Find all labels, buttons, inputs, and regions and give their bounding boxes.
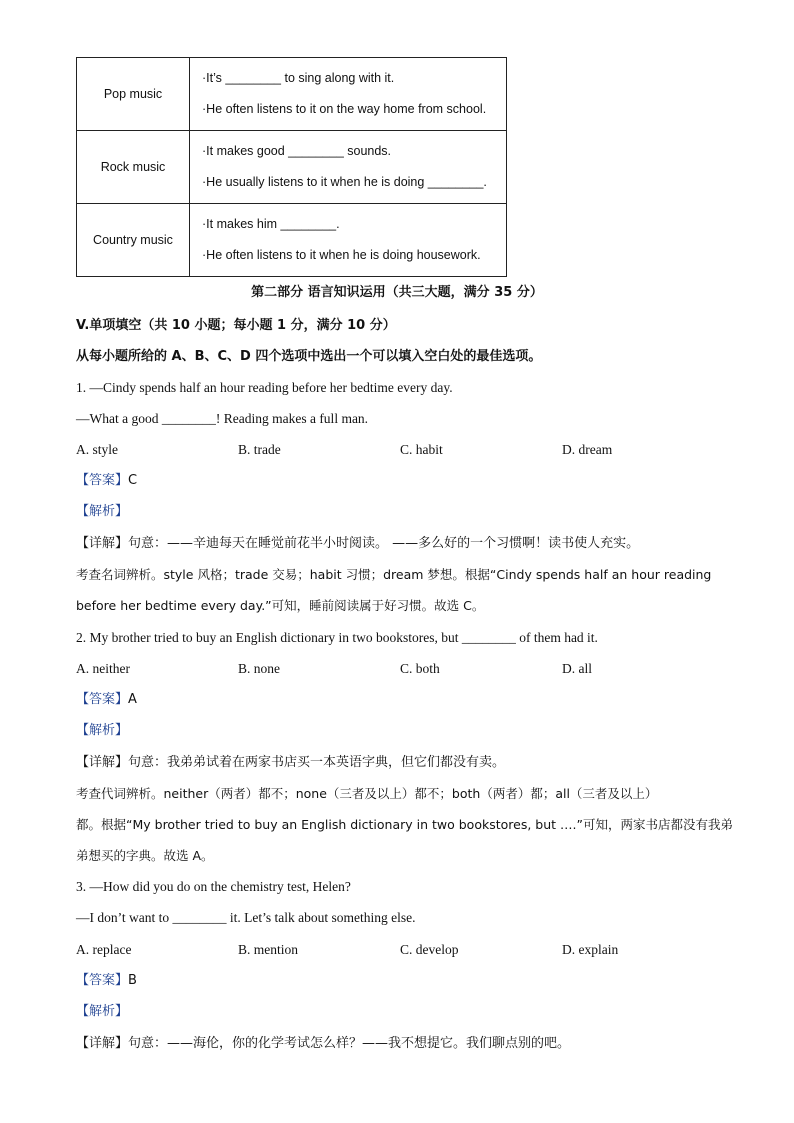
answer-value: B (128, 973, 137, 988)
explanation-line: 考查代词辨析。neither（两者）都不；none（三者及以上）都不；both（两者）都；all（三者及以上） (76, 786, 658, 801)
answer-value: A (128, 692, 137, 707)
analysis-label: 【解析】 (76, 1004, 129, 1019)
genre-cell: Rock music (77, 131, 190, 204)
section-title: V.单项填空（共 10 小题；每小题 1 分，满分 10 分） (76, 318, 396, 333)
description-line: ·It’s ________ to sing along with it. (202, 71, 395, 85)
detail-line (76, 1035, 570, 1053)
part-title: 第二部分 语言知识运用（共三大题，满分 35 分） (251, 285, 543, 300)
description-cell (190, 58, 507, 131)
option-a: A. style (76, 442, 118, 457)
option-b: B. mention (238, 942, 298, 957)
option-a: A. replace (76, 942, 132, 957)
option-c: C. habit (400, 442, 443, 457)
detail-text: 句意：——辛迪每天在睡觉前花半小时阅读。 ——多么好的一个习惯啊！读书使人充实。 (128, 536, 640, 551)
music-table (76, 57, 507, 277)
detail-label: 【详解】 (76, 755, 129, 770)
option-b: B. none (238, 661, 280, 676)
genre-cell: Country music (77, 204, 190, 277)
table-row (77, 58, 507, 131)
answer-line (76, 972, 137, 990)
question-2-line-1: 2. My brother tried to buy an English dictionary in two bookstores, but ________ of them had it. (76, 630, 598, 645)
description-line: ·He often listens to it when he is doing housework. (202, 248, 481, 262)
option-d: D. dream (562, 442, 613, 457)
detail-text: 句意：——海伦，你的化学考试怎么样？——我不想提它。我们聊点别的吧。 (128, 1036, 571, 1051)
question-1-line-2: —What a good ________! Reading makes a full man. (76, 411, 369, 426)
description-cell (190, 204, 507, 277)
instruction: 从每小题所给的 A、B、C、D 四个选项中选出一个可以填入空白处的最佳选项。 (76, 349, 542, 364)
table-row (77, 131, 507, 204)
question-3-line-1: 3. —How did you do on the chemistry test, Helen? (76, 879, 351, 894)
detail-text: 句意：我弟弟试着在两家书店买一本英语字典，但它们都没有卖。 (128, 755, 506, 770)
explanation-line: 弟想买的字典。故选 A。 (76, 848, 214, 863)
description-line: ·It makes him ________. (202, 217, 340, 231)
option-d: D. explain (562, 942, 619, 957)
question-3-line-2: —I don’t want to ________ it. Let’s talk about something else. (76, 910, 416, 925)
answer-value: C (128, 473, 138, 488)
answer-label: 【答案】 (76, 692, 129, 707)
genre-cell: Pop music (77, 58, 190, 131)
description-line: ·He usually listens to it when he is doing ________. (202, 175, 487, 189)
analysis-label: 【解析】 (76, 723, 129, 738)
answer-label: 【答案】 (76, 473, 129, 488)
analysis-label: 【解析】 (76, 504, 129, 519)
option-c: C. develop (400, 942, 459, 957)
answer-label: 【答案】 (76, 973, 129, 988)
explanation-line: 都。根据“My brother tried to buy an English dictionary in two bookstores, but ….”可知，两家书店都没有我弟 (76, 817, 733, 832)
option-c: C. both (400, 661, 440, 676)
description-cell (190, 131, 507, 204)
option-a: A. neither (76, 661, 130, 676)
answer-line (76, 691, 137, 709)
detail-label: 【详解】 (76, 536, 129, 551)
description-line: ·It makes good ________ sounds. (202, 144, 392, 158)
description-line: ·He often listens to it on the way home from school. (202, 102, 487, 116)
answer-line (76, 472, 137, 490)
question-1-line-1: 1. —Cindy spends half an hour reading before her bedtime every day. (76, 380, 453, 395)
explanation-line: 考查名词辨析。style 风格；trade 交易；habit 习惯；dream 梦想。根据“Cindy spends half an hour reading (76, 567, 712, 582)
explanation-line: before her bedtime every day.”可知，睡前阅读属于好习惯。故选 C。 (76, 598, 485, 613)
detail-label: 【详解】 (76, 1036, 129, 1051)
table-row (77, 204, 507, 277)
option-b: B. trade (238, 442, 281, 457)
detail-line (76, 535, 639, 553)
detail-line (76, 754, 505, 772)
option-d: D. all (562, 661, 592, 676)
